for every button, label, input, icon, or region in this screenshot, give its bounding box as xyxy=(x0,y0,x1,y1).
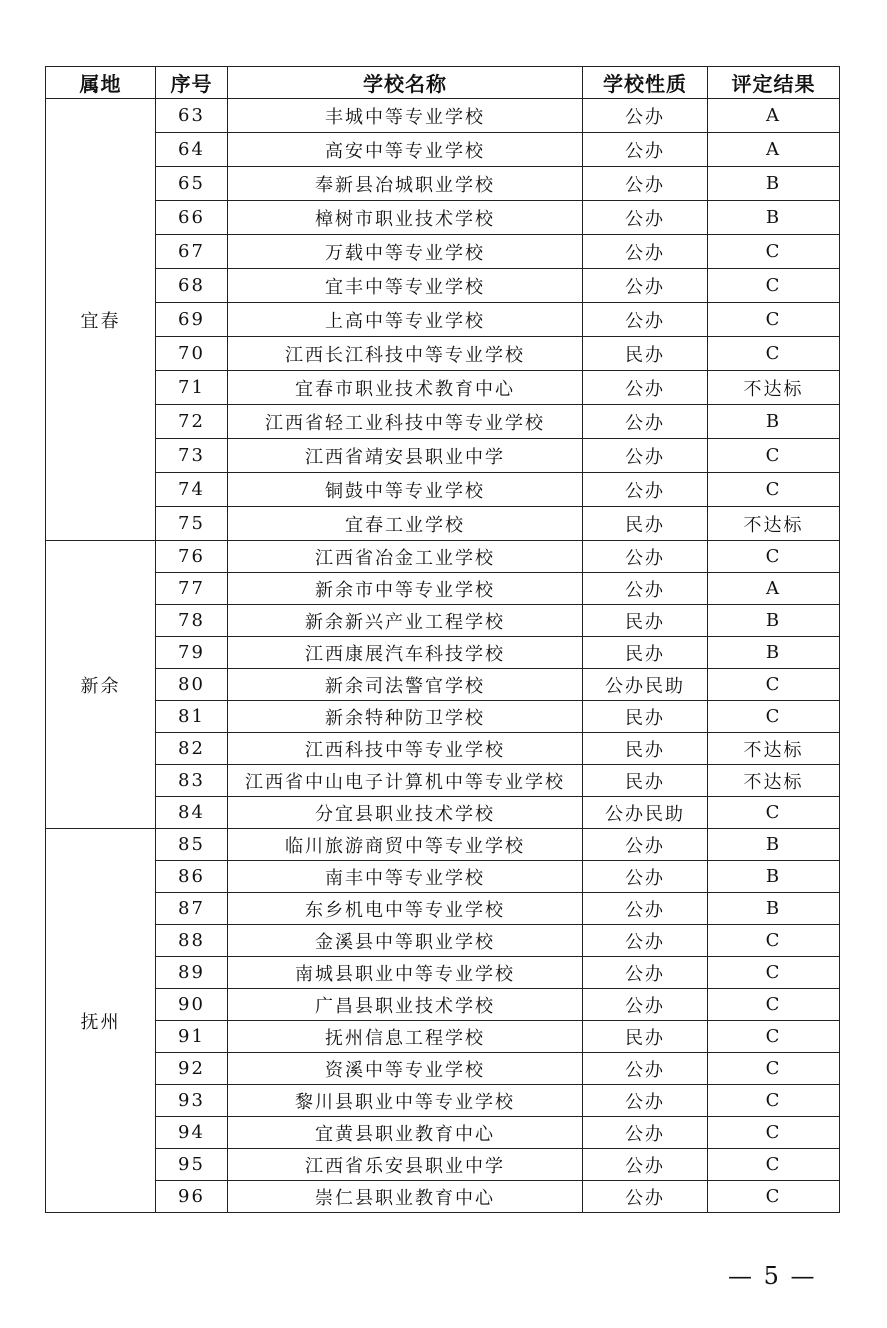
school-type: 公办 xyxy=(583,829,708,861)
school-type: 公办 xyxy=(583,99,708,133)
school-type: 公办 xyxy=(583,541,708,573)
row-number: 79 xyxy=(156,637,228,669)
table-row xyxy=(46,405,840,439)
school-type: 公办 xyxy=(583,893,708,925)
school-name: 新余司法警官学校 xyxy=(228,669,583,701)
region-cell: 新余 xyxy=(46,541,156,829)
row-number: 94 xyxy=(156,1117,228,1149)
table-row xyxy=(46,99,840,133)
table-row xyxy=(46,133,840,167)
table-row xyxy=(46,1181,840,1213)
group-fuzhou xyxy=(46,829,840,1213)
table-row xyxy=(46,637,840,669)
rating-result: B xyxy=(708,829,840,861)
school-type: 公办 xyxy=(583,473,708,507)
rating-result: A xyxy=(708,133,840,167)
school-type: 民办 xyxy=(583,637,708,669)
table-row xyxy=(46,1021,840,1053)
school-type: 公办 xyxy=(583,371,708,405)
school-type: 公办 xyxy=(583,303,708,337)
table-row xyxy=(46,541,840,573)
school-type: 公办 xyxy=(583,235,708,269)
row-number: 77 xyxy=(156,573,228,605)
table-row xyxy=(46,765,840,797)
school-name: 江西省轻工业科技中等专业学校 xyxy=(228,405,583,439)
row-number: 84 xyxy=(156,797,228,829)
rating-result: C xyxy=(708,1053,840,1085)
school-name: 丰城中等专业学校 xyxy=(228,99,583,133)
table-row xyxy=(46,1085,840,1117)
school-type: 民办 xyxy=(583,765,708,797)
header-number: 序号 xyxy=(156,67,228,99)
row-number: 66 xyxy=(156,201,228,235)
school-name: 江西省冶金工业学校 xyxy=(228,541,583,573)
rating-result: 不达标 xyxy=(708,733,840,765)
table-row xyxy=(46,893,840,925)
rating-result: C xyxy=(708,669,840,701)
rating-result: 不达标 xyxy=(708,507,840,541)
school-rating-table xyxy=(45,66,840,1213)
header-school-name: 学校名称 xyxy=(228,67,583,99)
row-number: 68 xyxy=(156,269,228,303)
row-number: 67 xyxy=(156,235,228,269)
school-type: 公办 xyxy=(583,861,708,893)
school-type: 公办 xyxy=(583,1149,708,1181)
row-number: 96 xyxy=(156,1181,228,1213)
table-row xyxy=(46,439,840,473)
school-type: 民办 xyxy=(583,337,708,371)
rating-result: C xyxy=(708,1181,840,1213)
table-header-row xyxy=(46,67,840,99)
school-type: 民办 xyxy=(583,701,708,733)
school-name: 奉新县冶城职业学校 xyxy=(228,167,583,201)
rating-result: B xyxy=(708,861,840,893)
school-name: 铜鼓中等专业学校 xyxy=(228,473,583,507)
school-name: 南城县职业中等专业学校 xyxy=(228,957,583,989)
school-name: 高安中等专业学校 xyxy=(228,133,583,167)
school-type: 公办 xyxy=(583,957,708,989)
table-row xyxy=(46,733,840,765)
table-row xyxy=(46,337,840,371)
row-number: 86 xyxy=(156,861,228,893)
school-name: 崇仁县职业教育中心 xyxy=(228,1181,583,1213)
row-number: 73 xyxy=(156,439,228,473)
school-name: 江西康展汽车科技学校 xyxy=(228,637,583,669)
school-type: 公办 xyxy=(583,1181,708,1213)
row-number: 70 xyxy=(156,337,228,371)
rating-result: B xyxy=(708,637,840,669)
table-row xyxy=(46,1053,840,1085)
table-row xyxy=(46,303,840,337)
rating-result: C xyxy=(708,1117,840,1149)
rating-result: B xyxy=(708,405,840,439)
school-name: 南丰中等专业学校 xyxy=(228,861,583,893)
school-type: 公办 xyxy=(583,1053,708,1085)
group-xinyu xyxy=(46,541,840,829)
rating-result: C xyxy=(708,701,840,733)
row-number: 64 xyxy=(156,133,228,167)
table-row xyxy=(46,573,840,605)
row-number: 65 xyxy=(156,167,228,201)
school-name: 江西省中山电子计算机中等专业学校 xyxy=(228,765,583,797)
school-type: 公办民助 xyxy=(583,669,708,701)
header-school-type: 学校性质 xyxy=(583,67,708,99)
school-name: 新余市中等专业学校 xyxy=(228,573,583,605)
table-row xyxy=(46,1149,840,1181)
region-cell: 宜春 xyxy=(46,99,156,541)
row-number: 83 xyxy=(156,765,228,797)
school-type: 公办 xyxy=(583,573,708,605)
header-region: 属地 xyxy=(46,67,156,99)
row-number: 63 xyxy=(156,99,228,133)
table-row xyxy=(46,829,840,861)
group-yichun xyxy=(46,99,840,541)
rating-result: C xyxy=(708,1085,840,1117)
row-number: 72 xyxy=(156,405,228,439)
rating-result: C xyxy=(708,925,840,957)
rating-result: A xyxy=(708,573,840,605)
rating-result: C xyxy=(708,439,840,473)
school-name: 宜丰中等专业学校 xyxy=(228,269,583,303)
row-number: 85 xyxy=(156,829,228,861)
school-type: 民办 xyxy=(583,1021,708,1053)
school-name: 分宜县职业技术学校 xyxy=(228,797,583,829)
rating-result: C xyxy=(708,797,840,829)
table-row xyxy=(46,957,840,989)
row-number: 93 xyxy=(156,1085,228,1117)
page-number: — 5 — xyxy=(728,1262,817,1290)
table-row xyxy=(46,473,840,507)
row-number: 90 xyxy=(156,989,228,1021)
school-name: 新余特种防卫学校 xyxy=(228,701,583,733)
table-row xyxy=(46,1117,840,1149)
row-number: 76 xyxy=(156,541,228,573)
rating-result: C xyxy=(708,473,840,507)
school-name: 宜春工业学校 xyxy=(228,507,583,541)
table-row xyxy=(46,269,840,303)
table-row xyxy=(46,669,840,701)
school-name: 宜黄县职业教育中心 xyxy=(228,1117,583,1149)
row-number: 82 xyxy=(156,733,228,765)
table-row xyxy=(46,371,840,405)
rating-result: C xyxy=(708,235,840,269)
rating-result: B xyxy=(708,605,840,637)
header-rating-result: 评定结果 xyxy=(708,67,840,99)
school-name: 江西长江科技中等专业学校 xyxy=(228,337,583,371)
row-number: 81 xyxy=(156,701,228,733)
rating-result: C xyxy=(708,1021,840,1053)
school-name: 黎川县职业中等专业学校 xyxy=(228,1085,583,1117)
school-name: 广昌县职业技术学校 xyxy=(228,989,583,1021)
row-number: 78 xyxy=(156,605,228,637)
school-name: 东乡机电中等专业学校 xyxy=(228,893,583,925)
row-number: 92 xyxy=(156,1053,228,1085)
school-name: 临川旅游商贸中等专业学校 xyxy=(228,829,583,861)
school-type: 公办 xyxy=(583,1117,708,1149)
row-number: 87 xyxy=(156,893,228,925)
table-row xyxy=(46,797,840,829)
rating-result: 不达标 xyxy=(708,765,840,797)
row-number: 75 xyxy=(156,507,228,541)
table-row xyxy=(46,201,840,235)
rating-result: B xyxy=(708,201,840,235)
school-type: 民办 xyxy=(583,507,708,541)
school-name: 新余新兴产业工程学校 xyxy=(228,605,583,637)
rating-result: B xyxy=(708,167,840,201)
row-number: 74 xyxy=(156,473,228,507)
rating-result: 不达标 xyxy=(708,371,840,405)
row-number: 71 xyxy=(156,371,228,405)
school-type: 公办 xyxy=(583,269,708,303)
table-row xyxy=(46,235,840,269)
table-row xyxy=(46,861,840,893)
school-name: 宜春市职业技术教育中心 xyxy=(228,371,583,405)
table-row xyxy=(46,167,840,201)
school-name: 江西科技中等专业学校 xyxy=(228,733,583,765)
table-row xyxy=(46,605,840,637)
school-name: 金溪县中等职业学校 xyxy=(228,925,583,957)
school-type: 公办 xyxy=(583,133,708,167)
school-name: 江西省乐安县职业中学 xyxy=(228,1149,583,1181)
school-type: 民办 xyxy=(583,605,708,637)
row-number: 88 xyxy=(156,925,228,957)
rating-result: C xyxy=(708,303,840,337)
rating-result: B xyxy=(708,893,840,925)
school-name: 抚州信息工程学校 xyxy=(228,1021,583,1053)
table-row xyxy=(46,507,840,541)
rating-result: C xyxy=(708,989,840,1021)
rating-result: C xyxy=(708,957,840,989)
school-name: 资溪中等专业学校 xyxy=(228,1053,583,1085)
rating-result: C xyxy=(708,1149,840,1181)
school-type: 公办民助 xyxy=(583,797,708,829)
rating-result: C xyxy=(708,269,840,303)
school-type: 公办 xyxy=(583,989,708,1021)
rating-result: C xyxy=(708,337,840,371)
table-row xyxy=(46,701,840,733)
rating-result: A xyxy=(708,99,840,133)
school-type: 公办 xyxy=(583,925,708,957)
school-type: 公办 xyxy=(583,201,708,235)
row-number: 69 xyxy=(156,303,228,337)
school-type: 公办 xyxy=(583,405,708,439)
school-name: 万载中等专业学校 xyxy=(228,235,583,269)
row-number: 80 xyxy=(156,669,228,701)
rating-result: C xyxy=(708,541,840,573)
school-name: 江西省靖安县职业中学 xyxy=(228,439,583,473)
table-row xyxy=(46,925,840,957)
school-name: 樟树市职业技术学校 xyxy=(228,201,583,235)
row-number: 89 xyxy=(156,957,228,989)
region-cell: 抚州 xyxy=(46,829,156,1213)
school-type: 公办 xyxy=(583,167,708,201)
school-type: 公办 xyxy=(583,1085,708,1117)
table-row xyxy=(46,989,840,1021)
school-name: 上高中等专业学校 xyxy=(228,303,583,337)
school-type: 民办 xyxy=(583,733,708,765)
row-number: 95 xyxy=(156,1149,228,1181)
school-type: 公办 xyxy=(583,439,708,473)
row-number: 91 xyxy=(156,1021,228,1053)
